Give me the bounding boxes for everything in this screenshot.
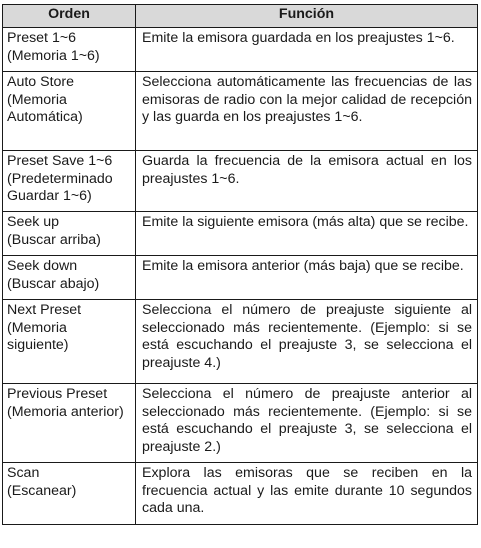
orden-name: Preset Save 1~6 bbox=[7, 153, 113, 169]
orden-alt: (Memoria Automática) bbox=[7, 91, 83, 126]
orden-alt: (Memoria siguiente) bbox=[7, 319, 69, 354]
orden-name: Seek down bbox=[7, 258, 78, 274]
orden-cell bbox=[3, 384, 136, 463]
orden-name: Previous Preset bbox=[7, 386, 108, 402]
orden-alt: (Buscar arriba) bbox=[7, 231, 101, 248]
funcion-cell: Guarda la frecuencia de la emisora actual en los preajustes 1~6. bbox=[136, 151, 478, 212]
orden-alt: (Memoria anterior) bbox=[7, 403, 124, 420]
header-funcion: Función bbox=[136, 5, 478, 28]
orden-cell bbox=[3, 463, 136, 525]
funcion-cell: Emite la siguiente emisora (más alta) que se recibe. bbox=[136, 212, 478, 256]
table-header-row bbox=[3, 5, 478, 28]
orden-alt: (Predeterminado Guardar 1~6) bbox=[7, 170, 113, 205]
orden-name: Preset 1~6 bbox=[7, 30, 77, 46]
orden-name: Scan bbox=[7, 465, 40, 481]
orden-cell bbox=[3, 151, 136, 212]
table-row bbox=[3, 212, 478, 256]
orden-alt: (Escanear) bbox=[7, 482, 77, 499]
orden-alt: (Memoria 1~6) bbox=[7, 47, 100, 64]
orden-name: Next Preset bbox=[7, 302, 82, 318]
table-row bbox=[3, 151, 478, 212]
orden-cell bbox=[3, 300, 136, 384]
funcion-cell: Emite la emisora anterior (más baja) que se recibe. bbox=[136, 256, 478, 300]
orden-cell bbox=[3, 72, 136, 151]
funcion-cell: Selecciona el número de preajuste anterior al seleccionado más recientemente. (Ejemplo: si se está escuchando el preajuste 3, se selecciona el preajuste 2.) bbox=[136, 384, 478, 463]
header-orden: Orden bbox=[3, 5, 136, 28]
orden-name: Seek up bbox=[7, 214, 60, 230]
table-row bbox=[3, 256, 478, 300]
table-row bbox=[3, 463, 478, 525]
orden-cell bbox=[3, 212, 136, 256]
orden-alt: (Buscar abajo) bbox=[7, 275, 100, 292]
table-row bbox=[3, 72, 478, 151]
funcion-cell: Explora las emisoras que se reciben en la frecuencia actual y las emite durante 10 segundos cada una. bbox=[136, 463, 478, 525]
funcion-cell: Selecciona automáticamente las frecuencias de las emisoras de radio con la mejor calidad de recepción y las guarda en los preajustes 1~6. bbox=[136, 72, 478, 151]
funcion-cell: Emite la emisora guardada en los preajustes 1~6. bbox=[136, 28, 478, 72]
funcion-cell: Selecciona el número de preajuste siguiente al seleccionado más recientemente. (Ejemplo: si se está escuchando el preajuste 3, se selecciona el preajuste 4.) bbox=[136, 300, 478, 384]
orden-cell bbox=[3, 256, 136, 300]
table-row bbox=[3, 384, 478, 463]
voice-command-table bbox=[2, 4, 478, 525]
orden-name: Auto Store bbox=[7, 74, 75, 90]
table-row bbox=[3, 28, 478, 72]
orden-cell bbox=[3, 28, 136, 72]
table-row bbox=[3, 300, 478, 384]
